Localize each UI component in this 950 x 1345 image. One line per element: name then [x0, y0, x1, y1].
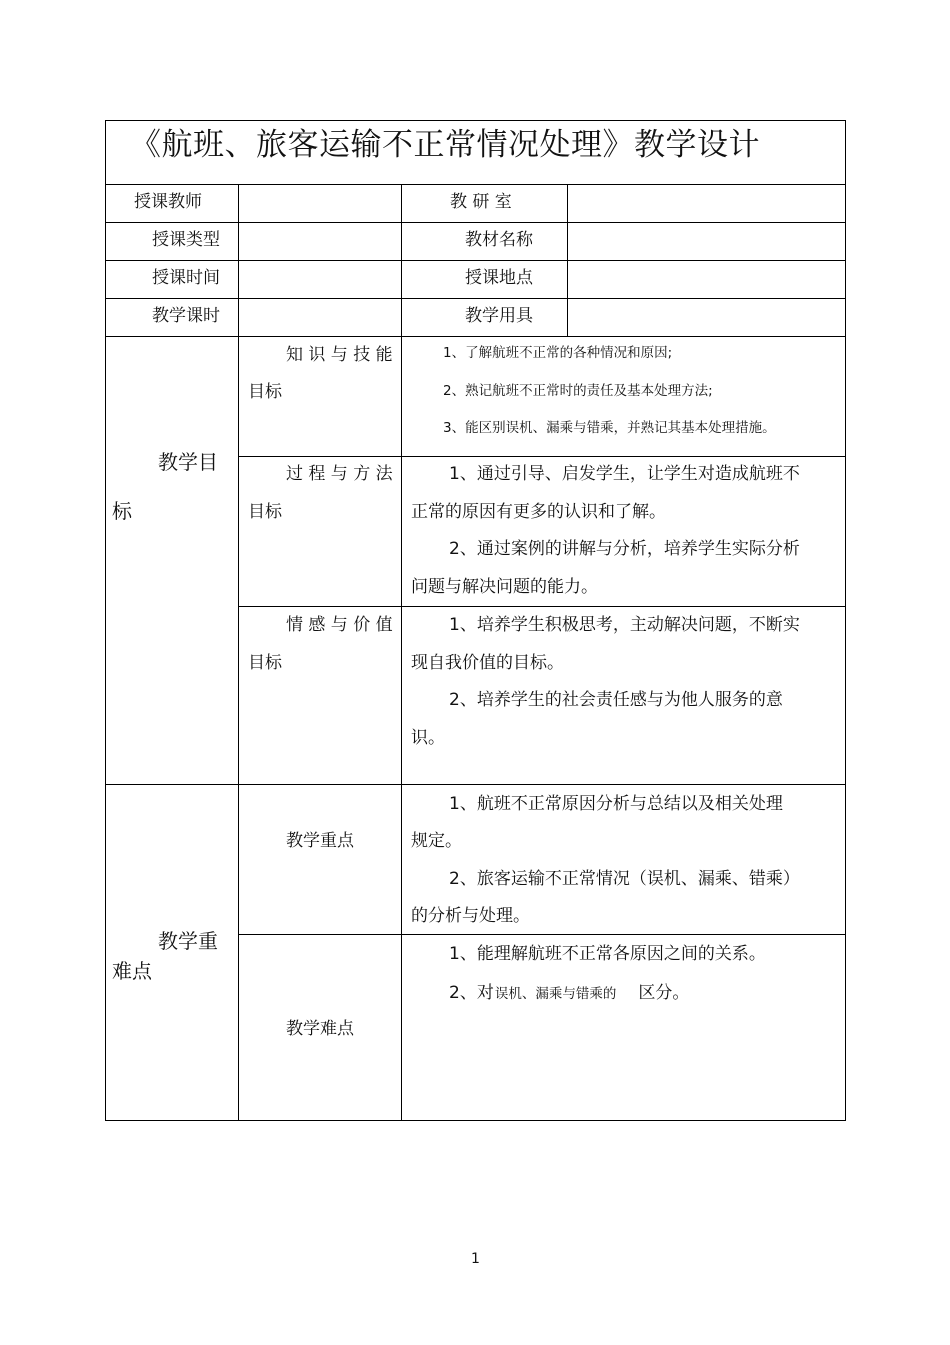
process-line: 2、通过案例的讲解与分析，培养学生实际分析: [449, 539, 800, 559]
emotion-label-cont: 目标: [248, 653, 282, 673]
rule: [105, 120, 106, 1121]
knowledge-label-cont: 目标: [248, 382, 282, 402]
knowledge-item: 2、熟记航班不正常时的责任及基本处理方法;: [443, 383, 713, 399]
rule: [105, 298, 846, 299]
label-textbook: 教材名称: [465, 230, 533, 250]
rule: [401, 184, 402, 1121]
focus-line: 1、航班不正常原因分析与总结以及相关处理: [449, 794, 783, 814]
document-title: 《航班、旅客运输不正常情况处理》教学设计: [130, 127, 760, 163]
difficulty-line-prefix: 2、对: [449, 983, 494, 1003]
objectives-label: 教学目: [158, 450, 218, 474]
label-course-time: 授课时间: [152, 268, 220, 288]
process-line: 正常的原因有更多的认识和了解。: [411, 502, 666, 522]
rule: [238, 934, 846, 935]
emotion-label: 情 感 与 价 值: [286, 615, 393, 635]
knowledge-item: 1、了解航班不正常的各种情况和原因;: [443, 345, 673, 361]
rule: [238, 606, 846, 607]
difficulty-line: [449, 985, 689, 1002]
difficulty-line-small: 误机、漏乘与错乘的: [494, 986, 617, 1002]
emotion-line: 识。: [411, 728, 445, 748]
label-teacher: 授课教师: [134, 192, 202, 212]
emotion-line: 1、培养学生积极思考，主动解决问题，不断实: [449, 615, 800, 635]
knowledge-item: 3、能区别误机、漏乘与错乘，并熟记其基本处理措施。: [443, 420, 776, 436]
rule: [105, 222, 846, 223]
focus-label: 教学重点: [286, 831, 354, 851]
label-class-hours: 教学课时: [152, 306, 220, 326]
rule: [105, 184, 846, 185]
objectives-label-cont: 标: [112, 499, 132, 523]
rule: [105, 260, 846, 261]
difficulty-line-suffix: 区分。: [638, 983, 690, 1003]
label-location: 授课地点: [465, 268, 533, 288]
rule: [567, 184, 568, 336]
rule: [238, 184, 239, 1121]
process-label-cont: 目标: [248, 502, 282, 522]
difficulty-label: 教学难点: [286, 1019, 354, 1039]
focus-line: 的分析与处理。: [411, 906, 530, 926]
rule: [105, 1120, 846, 1121]
page-number: 1: [471, 1251, 480, 1267]
rule: [105, 784, 846, 785]
label-course-type: 授课类型: [152, 230, 220, 250]
process-line: 问题与解决问题的能力。: [411, 577, 598, 597]
label-teaching-tools: 教学用具: [465, 306, 533, 326]
rule: [105, 336, 846, 337]
rule: [845, 120, 846, 1121]
emotion-line: 2、培养学生的社会责任感与为他人服务的意: [449, 690, 783, 710]
process-label: 过 程 与 方 法: [286, 464, 393, 484]
rule: [238, 456, 846, 457]
label-department: 教 研 室: [450, 192, 512, 212]
rule: [105, 120, 846, 121]
focus-line: 规定。: [411, 831, 462, 851]
keypoints-label-cont: 难点: [112, 959, 152, 983]
focus-line: 2、旅客运输不正常情况（误机、漏乘、错乘）: [449, 869, 800, 889]
emotion-line: 现自我价值的目标。: [411, 653, 564, 673]
knowledge-label: 知 识 与 技 能: [286, 345, 393, 365]
difficulty-line: 1、能理解航班不正常各原因之间的关系。: [449, 944, 766, 964]
keypoints-label: 教学重: [158, 929, 218, 953]
process-line: 1、通过引导、启发学生，让学生对造成航班不: [449, 464, 800, 484]
